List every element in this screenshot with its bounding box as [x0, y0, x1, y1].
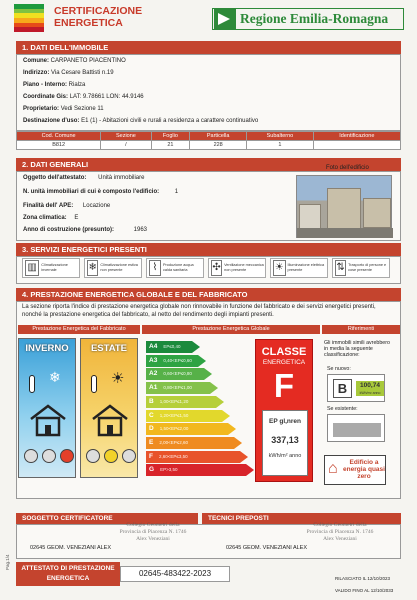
- ep-label: EP gl,nren: [268, 418, 302, 425]
- document-header: [14, 4, 406, 34]
- summer-panel: [80, 338, 138, 478]
- nzeb-badge: ⌂ Edificio a energia quasi zero: [324, 455, 386, 485]
- section-2-title: 2. DATI GENERALI: [16, 158, 401, 171]
- rif-nuovo-box: [327, 374, 385, 402]
- certifier-stamp: Collegio Geometri della Provincia di Piacenza N. 1746 Alex Veneziani: [119, 522, 187, 542]
- rif-esistente-label: Se esistente:: [327, 406, 358, 412]
- region-mark-icon: [214, 9, 236, 29]
- cad-cell: B812: [17, 141, 101, 150]
- ep-panel: [262, 410, 308, 476]
- cad-header: Particella: [190, 132, 247, 141]
- cad-cell: 21: [151, 141, 190, 150]
- issued-date: RILASCIATO IL 12/10/2023: [335, 576, 390, 581]
- snowflake-icon: ❄: [87, 260, 98, 276]
- soggetto-header: SOGGETTO CERTIFICATORE: [16, 513, 198, 524]
- rif-nuovo-value: 100,74 kWh/m² anno: [356, 381, 384, 396]
- energy-class-arrow-f: F 2,60<EP≤3,50: [146, 451, 240, 463]
- energy-scale-logo: [14, 4, 44, 32]
- service-tile: ❄ Climatizzazione estiva non presente: [84, 258, 142, 278]
- piano-row: Piano - Interno: Rialza: [23, 82, 86, 88]
- photo-label: Foto dell'edificio: [326, 165, 369, 171]
- comfort-faces: [24, 449, 74, 463]
- energy-class-arrow-b: B 1,00<EP≤1,20: [146, 396, 216, 408]
- riferimenti-text: Gli immobili simili avrebbero in media la seguente classificazione:: [324, 340, 390, 359]
- indirizzo-row: Indirizzo: Via Cesare Battisti n.19: [23, 70, 114, 76]
- gis-row: Coordinate Gis: LAT: 9.78661 LON: 44.9146: [23, 94, 144, 100]
- technician-stamp: Collegio Geometri della Provincia di Piacenza N. 1746 Alex Veneziani: [306, 522, 374, 542]
- sun-icon: ☀: [111, 370, 125, 387]
- energetica-label: ENERGETICA: [262, 359, 306, 366]
- winter-panel: [18, 338, 76, 478]
- section-4-description: La sezione riporta l'indice di prestazione energetica globale non rinnovabile in funzione del fabbricato e dei servizi energetici presenti, nonché la prestazione energetica del fabbricato, al netto del rendimento degli impianti presenti.: [22, 304, 376, 318]
- num-unita-row: N. unità immobiliari di cui è composto l'edificio: 1: [23, 189, 179, 195]
- energy-class-arrow-c: C 1,20<EP≤1,50: [146, 410, 222, 422]
- destinazione-row: Destinazione d'uso: E1 (1) - Abitazioni civili e rurali a residenza a carattere continuativo: [23, 118, 259, 124]
- thermometer-icon: [29, 375, 35, 393]
- section-3-title: 3. SERVIZI ENERGETICI PRESENTI: [16, 243, 401, 256]
- energy-class-arrow-e: E 2,00<EP≤2,60: [146, 437, 234, 449]
- service-tile: ⌇ Produzione acqua calda sanitaria: [146, 258, 204, 278]
- energy-class-arrow-a1: A1 0,80<EP≤1,00: [146, 382, 210, 394]
- comfort-faces: [86, 449, 136, 463]
- cadastral-table: [16, 131, 401, 150]
- energy-class-arrow-a3: A3 0,40<EP≤0,60: [146, 355, 198, 367]
- region-logo: [212, 8, 404, 30]
- tecnico-line: 02645 GEOM. VENEZIANI ALEX: [226, 545, 308, 551]
- region-name: Regione Emilia-Romagna: [240, 11, 389, 26]
- valid-until: VALIDO FINO AL 12/10/2033: [335, 588, 394, 593]
- ep-unit: kWh/m² anno: [268, 453, 302, 459]
- energy-class-arrow-a2: A2 0,60<EP≤0,80: [146, 368, 204, 380]
- label-fabbricato: Prestazione Energetica del Fabbricato: [18, 325, 140, 334]
- zona-row: Zona climatica: E: [23, 215, 79, 221]
- proprietario-row: Proprietario: Vedi Sezione 11: [23, 106, 104, 112]
- cad-cell: 1: [247, 141, 314, 150]
- radiator-icon: ▥: [25, 260, 39, 276]
- finalita-row: Finalità dell' APE: Locazione: [23, 203, 111, 209]
- fan-icon: ✣: [211, 260, 222, 276]
- thermometer-icon: [91, 375, 97, 393]
- cad-header: Sezione: [101, 132, 151, 141]
- label-riferimenti: Riferimenti: [322, 325, 400, 334]
- energy-class-arrow-g: G EP>3,50: [146, 464, 246, 476]
- oggetto-row: Oggetto dell'attestato: Unità immobiliare: [23, 175, 145, 181]
- energy-class-arrow-a4: A4 EP≤0,40: [146, 341, 192, 353]
- cad-header: Cod. Comune: [17, 132, 101, 141]
- summer-title: ESTATE: [90, 343, 128, 354]
- attestato-code: 02645-483422-2023: [120, 566, 230, 582]
- building-photo: [296, 175, 392, 238]
- service-tile: ▥ Climatizzazione invernale: [22, 258, 80, 278]
- cad-cell: 228: [190, 141, 247, 150]
- certificatore-line: 02645 GEOM. VENEZIANI ALEX: [30, 545, 112, 551]
- comune-row: Comune: CARPANETO PIACENTINO: [23, 58, 126, 64]
- label-globale: Prestazione Energetica Globale: [142, 325, 320, 334]
- cad-header: Subalterno: [247, 132, 314, 141]
- anno-row: Anno di costruzione (presunto): 1963: [23, 227, 148, 233]
- tecnici-header: TECNICI PREPOSTI: [202, 513, 401, 524]
- rif-esistente-box: [327, 414, 385, 442]
- energy-class-value: F: [273, 367, 295, 404]
- cad-header: Foglio: [151, 132, 190, 141]
- service-tile: ☀ Illuminazione elettrica presente: [270, 258, 328, 278]
- attestato-title: ATTESTATO DI PRESTAZIONE ENERGETICA: [16, 562, 120, 586]
- document-title: CERTIFICAZIONE ENERGETICA: [54, 5, 143, 29]
- cad-cell: /: [101, 141, 151, 150]
- section-1-title: 1. DATI DELL'IMMOBILE: [16, 41, 401, 54]
- elevator-icon: ⇅: [335, 260, 346, 276]
- page-number: Pag.1/4: [5, 554, 10, 570]
- energy-class-box: [255, 339, 313, 482]
- house-icon: [91, 403, 129, 437]
- section-4-title: 4. PRESTAZIONE ENERGETICA GLOBALE E DEL FABBRICATO: [16, 288, 401, 301]
- house-icon: [29, 403, 67, 437]
- classe-label: CLASSE: [261, 346, 307, 358]
- energy-class-arrow-d: D 1,50<EP≤2,00: [146, 423, 228, 435]
- rif-nuovo-class: B: [333, 379, 352, 398]
- ep-value: 337,13: [271, 435, 299, 445]
- cad-header: Identificazione: [313, 132, 400, 141]
- rif-nuovo-label: Se nuovo:: [327, 366, 351, 372]
- service-tile: ⇅ Trasporto di persone e cose presente: [332, 258, 390, 278]
- faucet-icon: ⌇: [149, 260, 161, 276]
- service-tile: ✣ Ventilazione meccanica non presente: [208, 258, 266, 278]
- bulb-icon: ☀: [273, 260, 286, 276]
- cad-cell: [313, 141, 400, 150]
- snowflake-icon: ❄: [49, 369, 61, 385]
- winter-title: INVERNO: [25, 343, 69, 354]
